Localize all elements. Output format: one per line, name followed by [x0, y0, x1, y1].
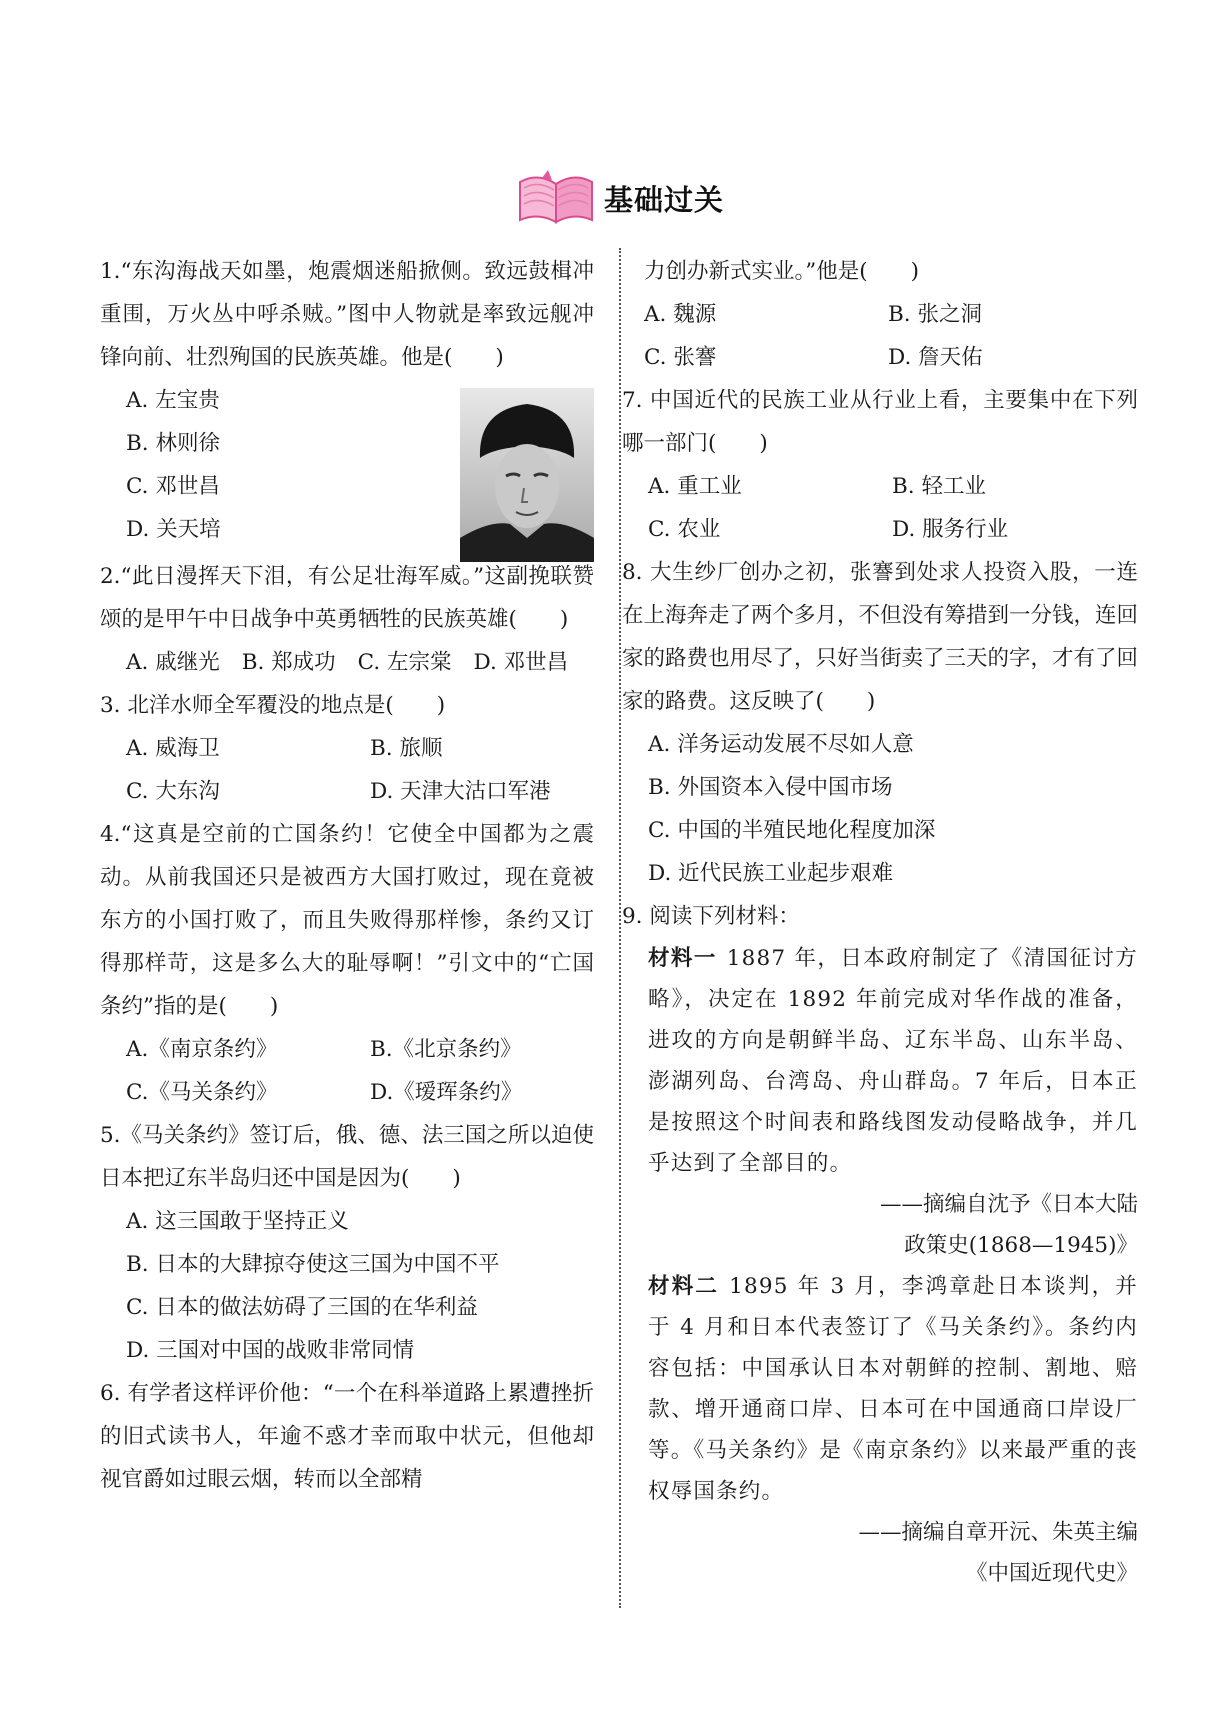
- q4-options-row-2: [100, 1071, 594, 1114]
- question-6-stem-end: 力创办新式实业。”他是( ): [644, 259, 920, 284]
- q3-option-d[interactable]: D. 天津大沽口军港: [370, 779, 551, 804]
- q4-options-row-1: [100, 1028, 594, 1071]
- material-1: [622, 938, 1138, 1184]
- question-6-stem-start: 6. 有学者这样评价他：“一个在科举道路上累遭挫折的旧式读书人，年逾不惑才幸而取中状元，但他却视官爵如过眼云烟，转而以全部精: [100, 1381, 594, 1492]
- question-9-stem: 9. 阅读下列材料：: [622, 904, 800, 929]
- q3-options-row-1: [100, 727, 594, 770]
- question-8: [622, 551, 1138, 895]
- q6-option-a[interactable]: A. 魏源: [644, 302, 717, 327]
- question-7: [622, 379, 1138, 551]
- q8-option-b[interactable]: B. 外国资本入侵中国市场: [648, 775, 893, 800]
- q1-option-b[interactable]: B. 林则徐: [126, 431, 220, 456]
- section-title: 基础过关: [604, 183, 725, 217]
- q5-option-d[interactable]: D. 三国对中国的战败非常同情: [126, 1338, 415, 1363]
- column-divider: [619, 248, 621, 1608]
- material-1-source-line-2: 政策史(1868—1945)》: [904, 1233, 1138, 1258]
- section-header: [0, 168, 1224, 228]
- q8-option-a[interactable]: A. 洋务运动发展不尽如人意: [648, 732, 914, 757]
- q4-option-a[interactable]: A.《南京条约》: [126, 1037, 278, 1062]
- q7-option-d[interactable]: D. 服务行业: [892, 517, 1009, 542]
- q3-option-b[interactable]: B. 旅顺: [370, 736, 443, 761]
- q2-option-a[interactable]: A. 戚继光: [126, 650, 220, 675]
- q6-option-b[interactable]: B. 张之洞: [888, 302, 982, 327]
- q6-options-row-1: [644, 293, 1138, 336]
- question-3: [100, 684, 594, 813]
- q6-option-d[interactable]: D. 詹天佑: [888, 345, 983, 370]
- q7-options-row-1: [622, 465, 1138, 508]
- question-7-stem: 7. 中国近代的民族工业从行业上看，主要集中在下列哪一部门( ): [622, 388, 1138, 456]
- q6-options-row-2: [644, 336, 1138, 379]
- question-1-text: 1.“东沟海战天如墨，炮震烟迷船掀侧。致远鼓楫冲重围，万火丛中呼杀贼。”图中人物就是率致远舰冲锋向前、壮烈殉国的民族英雄。他是( ): [100, 259, 594, 370]
- question-1-stem: [100, 250, 594, 379]
- q7-option-b[interactable]: B. 轻工业: [892, 474, 986, 499]
- question-2-stem: 2.“此日漫挥天下泪，有公足壮海军威。”这副挽联赞颂的是甲午中日战争中英勇牺牲的民族英雄( ): [100, 564, 594, 632]
- material-1-label: 材料一: [648, 946, 717, 971]
- question-8-stem: 8. 大生纱厂创办之初，张謇到处求人投资入股，一连在上海奔走了两个多月，不但没有筹措到一分钱，连回家的路费也用尽了，只好当街卖了三天的字，才有了回家的路费。这反映了( ): [622, 560, 1139, 714]
- q8-option-c[interactable]: C. 中国的半殖民地化程度加深: [648, 818, 936, 843]
- q8-option-d[interactable]: D. 近代民族工业起步艰难: [648, 861, 894, 886]
- q3-options-row-2: [100, 770, 594, 813]
- question-3-stem: 3. 北洋水师全军覆没的地点是( ): [100, 693, 446, 718]
- q5-option-b[interactable]: B. 日本的大肆掠夺使这三国为中国不平: [126, 1252, 500, 1277]
- question-4-stem: 4.“这真是空前的亡国条约！它使全中国都为之震动。从前我国还只是被西方大国打败过，现在竟被东方的小国打败了，而且失败得那样惨，条约又订得那样苛，这是多么大的耻辱啊！”引文中的“亡国条约”指的是( ): [100, 822, 594, 1019]
- question-9: [622, 895, 1138, 1594]
- right-column: [622, 250, 1139, 1594]
- material-2-source-line-2: 《中国近现代史》: [965, 1561, 1138, 1586]
- open-book-icon: [514, 168, 598, 226]
- q1-option-c[interactable]: C. 邓世昌: [126, 474, 220, 499]
- question-5: [100, 1114, 594, 1372]
- question-4: [100, 813, 594, 1114]
- question-6-continued: [644, 250, 1138, 379]
- material-1-text: 1887 年，日本政府制定了《清国征讨方略》，决定在 1892 年前完成对华作战的准备，进攻的方向是朝鲜半岛、辽东半岛、山东半岛、澎湖列岛、台湾岛、舟山群岛。7 年后，日本正是按照这个时间表和路线图发动侵略战争，并几乎达到了全部目的。: [648, 946, 1138, 1176]
- question-5-stem: 5.《马关条约》签订后，俄、德、法三国之所以迫使日本把辽东半岛归还中国是因为( ): [100, 1123, 594, 1191]
- question-2: [100, 555, 594, 684]
- q4-option-c[interactable]: C.《马关条约》: [126, 1080, 278, 1105]
- question-6: [100, 1372, 594, 1501]
- material-2-text: 1895 年 3 月，李鸿章赴日本谈判，并于 4 月和日本代表签订了《马关条约》。条约内容包括：中国承认日本对朝鲜的控制、割地、赔款、增开通商口岸、日本可在中国通商口岸设厂等。《马关条约》是《南京条约》以来最严重的丧权辱国条约。: [648, 1274, 1138, 1504]
- q7-option-a[interactable]: A. 重工业: [648, 474, 742, 499]
- q2-option-b[interactable]: B. 郑成功: [241, 650, 336, 675]
- q5-option-a[interactable]: A. 这三国敢于坚持正义: [126, 1209, 349, 1234]
- q7-options-row-2: [622, 508, 1138, 551]
- q1-option-a[interactable]: A. 左宝贵: [126, 388, 220, 413]
- portrait-photo: [460, 388, 594, 562]
- material-1-source-line-1: ——摘编自沈予《日本大陆: [879, 1192, 1138, 1217]
- material-2-source-line-1: ——摘编自章开沅、朱英主编: [858, 1520, 1138, 1545]
- q3-option-c[interactable]: C. 大东沟: [126, 779, 220, 804]
- q2-option-d[interactable]: D. 邓世昌: [473, 650, 569, 675]
- q4-option-b[interactable]: B.《北京条约》: [370, 1037, 522, 1062]
- q4-option-d[interactable]: D.《瑷珲条约》: [370, 1080, 523, 1105]
- q7-option-c[interactable]: C. 农业: [648, 517, 721, 542]
- q5-option-c[interactable]: C. 日本的做法妨碍了三国的在华利益: [126, 1295, 478, 1320]
- q3-option-a[interactable]: A. 威海卫: [126, 736, 220, 761]
- q2-options: [100, 641, 594, 684]
- q2-option-c[interactable]: C. 左宗棠: [357, 650, 452, 675]
- q1-option-d[interactable]: D. 关天培: [126, 517, 221, 542]
- material-2: [622, 1266, 1138, 1512]
- material-2-label: 材料二: [648, 1274, 720, 1299]
- q6-option-c[interactable]: C. 张謇: [644, 345, 717, 370]
